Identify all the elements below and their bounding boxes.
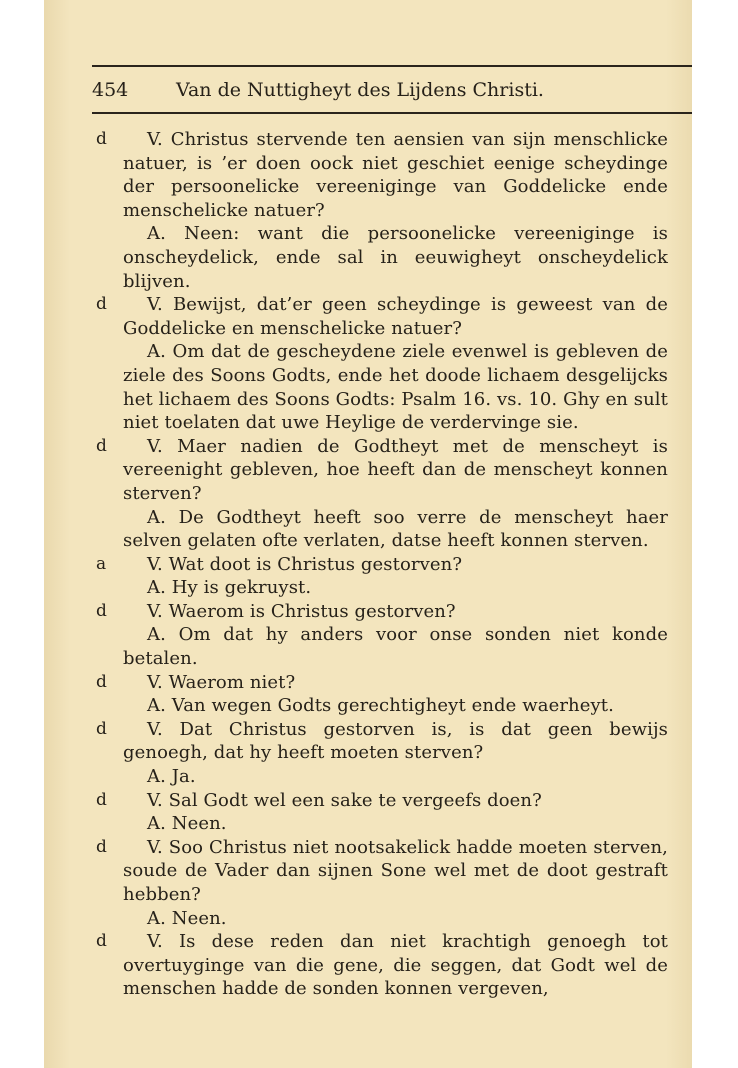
answer-text: A. Om dat hy anders voor onse sonden niet konde betalen. — [123, 624, 668, 670]
qa-entry — [96, 435, 668, 553]
question-text: V. Christus stervende ten aensien van sijn menschlicke natuer, is ’er doen oock niet geschiet eenige scheydinge der persoonelicke vereeniginge van Goddelicke ende menschelicke natuer? — [123, 129, 668, 221]
answer-text: A. Neen: want die persoonelicke vereeniginge is onscheydelick, ende sal in eeuwigheyt onscheydelick blijven. — [123, 223, 668, 292]
answer-text: A. Ja. — [147, 766, 196, 788]
qa-entry — [96, 600, 668, 671]
catechism-text — [96, 128, 668, 1001]
question-text: V. Is dese reden dan niet krachtigh genoegh tot overtuyginge van die gene, die seggen, dat Godt wel de menschen hadde de sonden konnen vergeven, — [123, 931, 668, 1000]
question-text: V. Waerom niet? — [147, 671, 296, 693]
qa-entry — [96, 553, 668, 600]
entry-marker: d — [96, 836, 107, 857]
qa-entry — [96, 789, 668, 836]
page-number: 454 — [92, 79, 129, 101]
question-text: V. Maer nadien de Godtheyt met de menscheyt is vereenight gebleven, hoe heeft dan de menscheyt konnen sterven? — [123, 435, 668, 504]
entry-marker: d — [96, 718, 107, 739]
qa-entry — [96, 293, 668, 435]
answer-text: A. Hy is gekruyst. — [147, 577, 312, 599]
entry-marker: a — [96, 553, 107, 574]
header-top-rule — [92, 65, 692, 67]
qa-entry — [96, 836, 668, 930]
entry-marker: d — [96, 129, 107, 149]
question-text: V. Wat doot is Christus gestorven? — [147, 553, 463, 575]
answer-text: A. Neen. — [147, 813, 227, 835]
entry-marker: d — [96, 294, 107, 315]
qa-entry — [96, 718, 668, 789]
question-text: V. Bewijst, dat’er geen scheydinge is geweest van de Goddelicke en menschelicke natuer? — [123, 294, 668, 339]
entry-marker: d — [96, 600, 107, 621]
answer-text: A. Neen. — [147, 907, 227, 929]
answer-text: A. Van wegen Godts gerechtigheyt ende waerheyt. — [147, 695, 614, 717]
entry-marker: d — [96, 671, 107, 692]
answer-text: A. De Godtheyt heeft soo verre de menscheyt haer selven gelaten ofte verlaten, datse heeft konnen sterven. — [123, 506, 668, 552]
question-text: V. Soo Christus niet nootsakelick hadde moeten sterven, soude de Vader dan sijnen Sone wel met de doot gestraft hebben? — [123, 836, 668, 905]
page-header — [92, 78, 652, 102]
header-bottom-rule — [92, 112, 692, 114]
qa-entry — [96, 930, 668, 1001]
book-page — [44, 0, 692, 1068]
question-text: V. Waerom is Christus gestorven? — [147, 600, 456, 622]
running-title: Van de Nuttigheyt des Lijdens Christi. — [176, 79, 544, 101]
answer-text: A. Om dat de gescheydene ziele evenwel is gebleven de ziele des Soons Godts, ende het doode lichaem desgelijcks het lichaem des Soons Godts: Psalm 16. vs. 10. Ghy en sult niet toelaten dat uwe Heylige de verdervinge sie. — [123, 341, 668, 434]
entry-marker: d — [96, 789, 107, 810]
entry-marker: d — [96, 931, 107, 952]
question-text: V. Dat Christus gestorven is, is dat geen bewijs genoegh, dat hy heeft moeten sterven? — [123, 718, 668, 764]
qa-entry — [96, 128, 668, 293]
question-text: V. Sal Godt wel een sake te vergeefs doen? — [147, 789, 542, 811]
entry-marker: d — [96, 435, 107, 456]
qa-entry — [96, 671, 668, 718]
